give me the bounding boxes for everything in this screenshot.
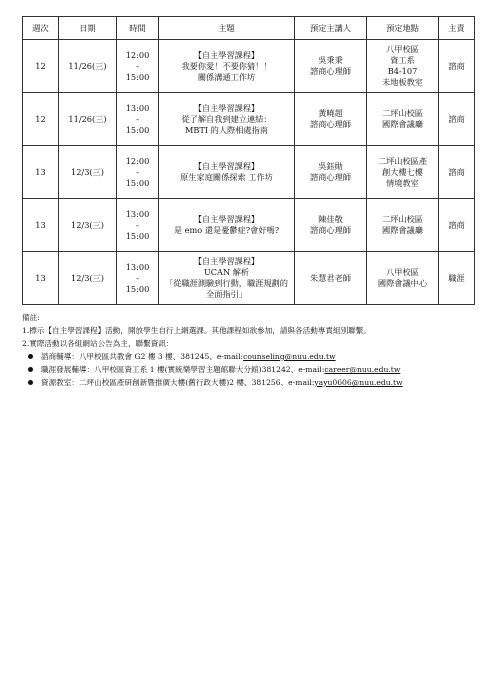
table-row xyxy=(23,93,475,146)
topic-cell-line: 【自主學習課程】 xyxy=(193,49,260,60)
table-row xyxy=(23,146,475,199)
header-topic: 主題 xyxy=(159,17,295,40)
topic-cell xyxy=(159,199,295,252)
speaker-cell xyxy=(295,146,367,199)
speaker-cell xyxy=(295,252,367,305)
location-cell-line: B4-107 xyxy=(387,66,418,76)
header-location: 預定地點 xyxy=(367,17,439,40)
time-cell xyxy=(117,146,159,199)
location-cell-line: 八甲校區 xyxy=(386,44,419,54)
header-time: 時間 xyxy=(117,17,159,40)
location-cell xyxy=(367,199,439,252)
owner-cell: 諮商 xyxy=(439,146,475,199)
topic-cell-line: 【自主學習課程】 xyxy=(193,161,260,171)
owner-cell: 職涯 xyxy=(439,252,475,305)
contact-item xyxy=(22,376,474,389)
time-cell-line: 13:00 xyxy=(125,102,150,113)
time-cell-line: 15:00 xyxy=(125,177,150,188)
contact-item xyxy=(22,363,474,376)
date-cell: 12/3(三) xyxy=(59,199,117,252)
topic-cell-line: 「從職涯測驗到行動，職涯規劃的 xyxy=(165,278,288,288)
topic-cell xyxy=(159,40,295,93)
time-cell-line: 12:00 xyxy=(125,49,150,60)
topic-cell-line: 【自主學習課程】 xyxy=(193,102,260,113)
time-cell xyxy=(117,252,159,305)
table-row xyxy=(23,199,475,252)
speaker-cell-line: 諮商心理師 xyxy=(310,66,351,76)
header-date: 日期 xyxy=(59,17,117,40)
speaker-cell-line: 朱慧君老師 xyxy=(310,272,351,283)
email-link[interactable]: career@nuu.edu.tw xyxy=(324,365,401,374)
topic-cell-line: 【自主學習課程】 xyxy=(193,256,260,266)
email-link[interactable]: counseling@nuu.edu.tw xyxy=(243,352,336,361)
time-cell-line: - xyxy=(136,272,139,283)
location-cell-line: 二坪山校區 xyxy=(382,108,423,118)
speaker-cell-line: 諮商心理師 xyxy=(310,225,351,235)
location-cell-line: 創大樓七樓 xyxy=(382,166,423,177)
contact-text: 諮商輔導：八甲校區共教會 G2 樓 3 樓、381245、e-mail: xyxy=(41,352,244,361)
speaker-cell xyxy=(295,199,367,252)
email-link[interactable]: yayu0606@nuu.edu.tw xyxy=(314,378,403,387)
topic-cell-line: 【自主學習課程】 xyxy=(193,214,260,224)
speaker-cell-line: 吳鈺勛 xyxy=(318,161,343,171)
topic-cell-line: 我要你愛！不要你猜！！ xyxy=(181,60,272,71)
header-speaker: 預定主講人 xyxy=(295,17,367,40)
note-item: 2.實際活動以各組網站公告為主，聯繫資訊： xyxy=(22,339,174,348)
topic-cell-line: MBTI 的人際相處指南 xyxy=(184,124,268,135)
week-cell: 13 xyxy=(23,199,59,252)
topic-cell-line: 是 emo 還是憂鬱症?會好嗎? xyxy=(173,225,280,235)
time-cell-line: 15:00 xyxy=(125,283,150,294)
topic-cell xyxy=(159,252,295,305)
contact-list xyxy=(22,350,474,389)
topic-cell xyxy=(159,146,295,199)
time-cell-line: 15:00 xyxy=(125,230,150,241)
week-cell: 12 xyxy=(23,93,59,146)
time-cell-line: - xyxy=(136,219,139,230)
time-cell xyxy=(117,93,159,146)
week-cell: 13 xyxy=(23,252,59,305)
table-body xyxy=(23,40,475,305)
location-cell-line: 情境教室 xyxy=(386,177,419,188)
time-cell-line: 15:00 xyxy=(125,71,150,82)
document-page xyxy=(22,16,474,389)
topic-cell-line: 全面指引」 xyxy=(206,289,247,299)
owner-cell: 諮商 xyxy=(439,93,475,146)
topic-cell-line: UCAN 解析 xyxy=(203,267,250,277)
location-cell-line: 國際會議廳 xyxy=(382,119,423,129)
time-cell-line: 15:00 xyxy=(125,124,150,135)
speaker-cell xyxy=(295,40,367,93)
location-cell xyxy=(367,93,439,146)
speaker-cell-line: 諮商心理師 xyxy=(310,119,351,129)
contact-text: 職涯發展輔導：八甲校區資工系 1 樓(實統樂學習主題館聯大分館)381242、e-mail: xyxy=(41,365,325,374)
schedule-table xyxy=(22,16,475,305)
speaker-cell-line: 諮商心理師 xyxy=(310,172,351,182)
week-cell: 13 xyxy=(23,146,59,199)
speaker-cell-line: 黃曉超 xyxy=(318,108,343,118)
date-cell: 12/3(三) xyxy=(59,146,117,199)
time-cell-line: - xyxy=(136,166,139,177)
location-cell-line: 八甲校區 xyxy=(386,267,419,277)
date-cell: 11/26(三) xyxy=(59,40,117,93)
date-cell: 11/26(三) xyxy=(59,93,117,146)
location-cell xyxy=(367,146,439,199)
location-cell xyxy=(367,252,439,305)
note-item: 1.標示【自主學習課程】活動，開放學生自行上網選課。其他課程如欲參加，請與各活動專責組別聯繫。 xyxy=(22,326,371,335)
header-week: 週次 xyxy=(23,17,59,40)
bullet-icon xyxy=(28,367,33,372)
bullet-icon xyxy=(28,354,33,359)
location-cell xyxy=(367,40,439,93)
speaker-cell xyxy=(295,93,367,146)
topic-cell-line: 從了解自我到建立連結： xyxy=(181,113,272,124)
week-cell: 12 xyxy=(23,40,59,93)
contact-text: 資源教室：二坪山校區產研創新暨推廣大樓(舊行政大樓)2 樓、381256、e-mail: xyxy=(41,378,315,387)
time-cell-line: - xyxy=(136,60,139,71)
time-cell xyxy=(117,199,159,252)
header-owner: 主責 xyxy=(439,17,475,40)
owner-cell: 諮商 xyxy=(439,40,475,93)
speaker-cell-line: 吳秉秉 xyxy=(318,55,343,65)
location-cell-line: 未地板教室 xyxy=(382,77,423,87)
location-cell-line: 資工系 xyxy=(390,55,415,65)
topic-cell xyxy=(159,93,295,146)
table-header-row xyxy=(23,17,475,40)
notes-section xyxy=(22,311,474,389)
table-row xyxy=(23,40,475,93)
topic-cell-line: 原生家庭關係探索 工作坊 xyxy=(180,172,273,182)
location-cell-line: 國際會議中心 xyxy=(377,278,428,288)
time-cell-line: 13:00 xyxy=(125,261,150,272)
location-cell-line: 國際會議廳 xyxy=(382,225,423,235)
location-cell-line: 二坪山校區產 xyxy=(377,155,428,166)
notes-title: 備註: xyxy=(22,313,40,322)
time-cell-line: 13:00 xyxy=(125,208,150,219)
location-cell-line: 二坪山校區 xyxy=(382,214,423,224)
bullet-icon xyxy=(28,380,33,385)
table-row xyxy=(23,252,475,305)
topic-cell-line: 關係溝通工作坊 xyxy=(197,71,256,82)
contact-item xyxy=(22,350,474,363)
time-cell xyxy=(117,40,159,93)
owner-cell: 諮商 xyxy=(439,199,475,252)
time-cell-line: 12:00 xyxy=(125,155,150,166)
speaker-cell-line: 陳佳敬 xyxy=(318,214,343,224)
date-cell: 12/3(三) xyxy=(59,252,117,305)
time-cell-line: - xyxy=(136,113,139,124)
